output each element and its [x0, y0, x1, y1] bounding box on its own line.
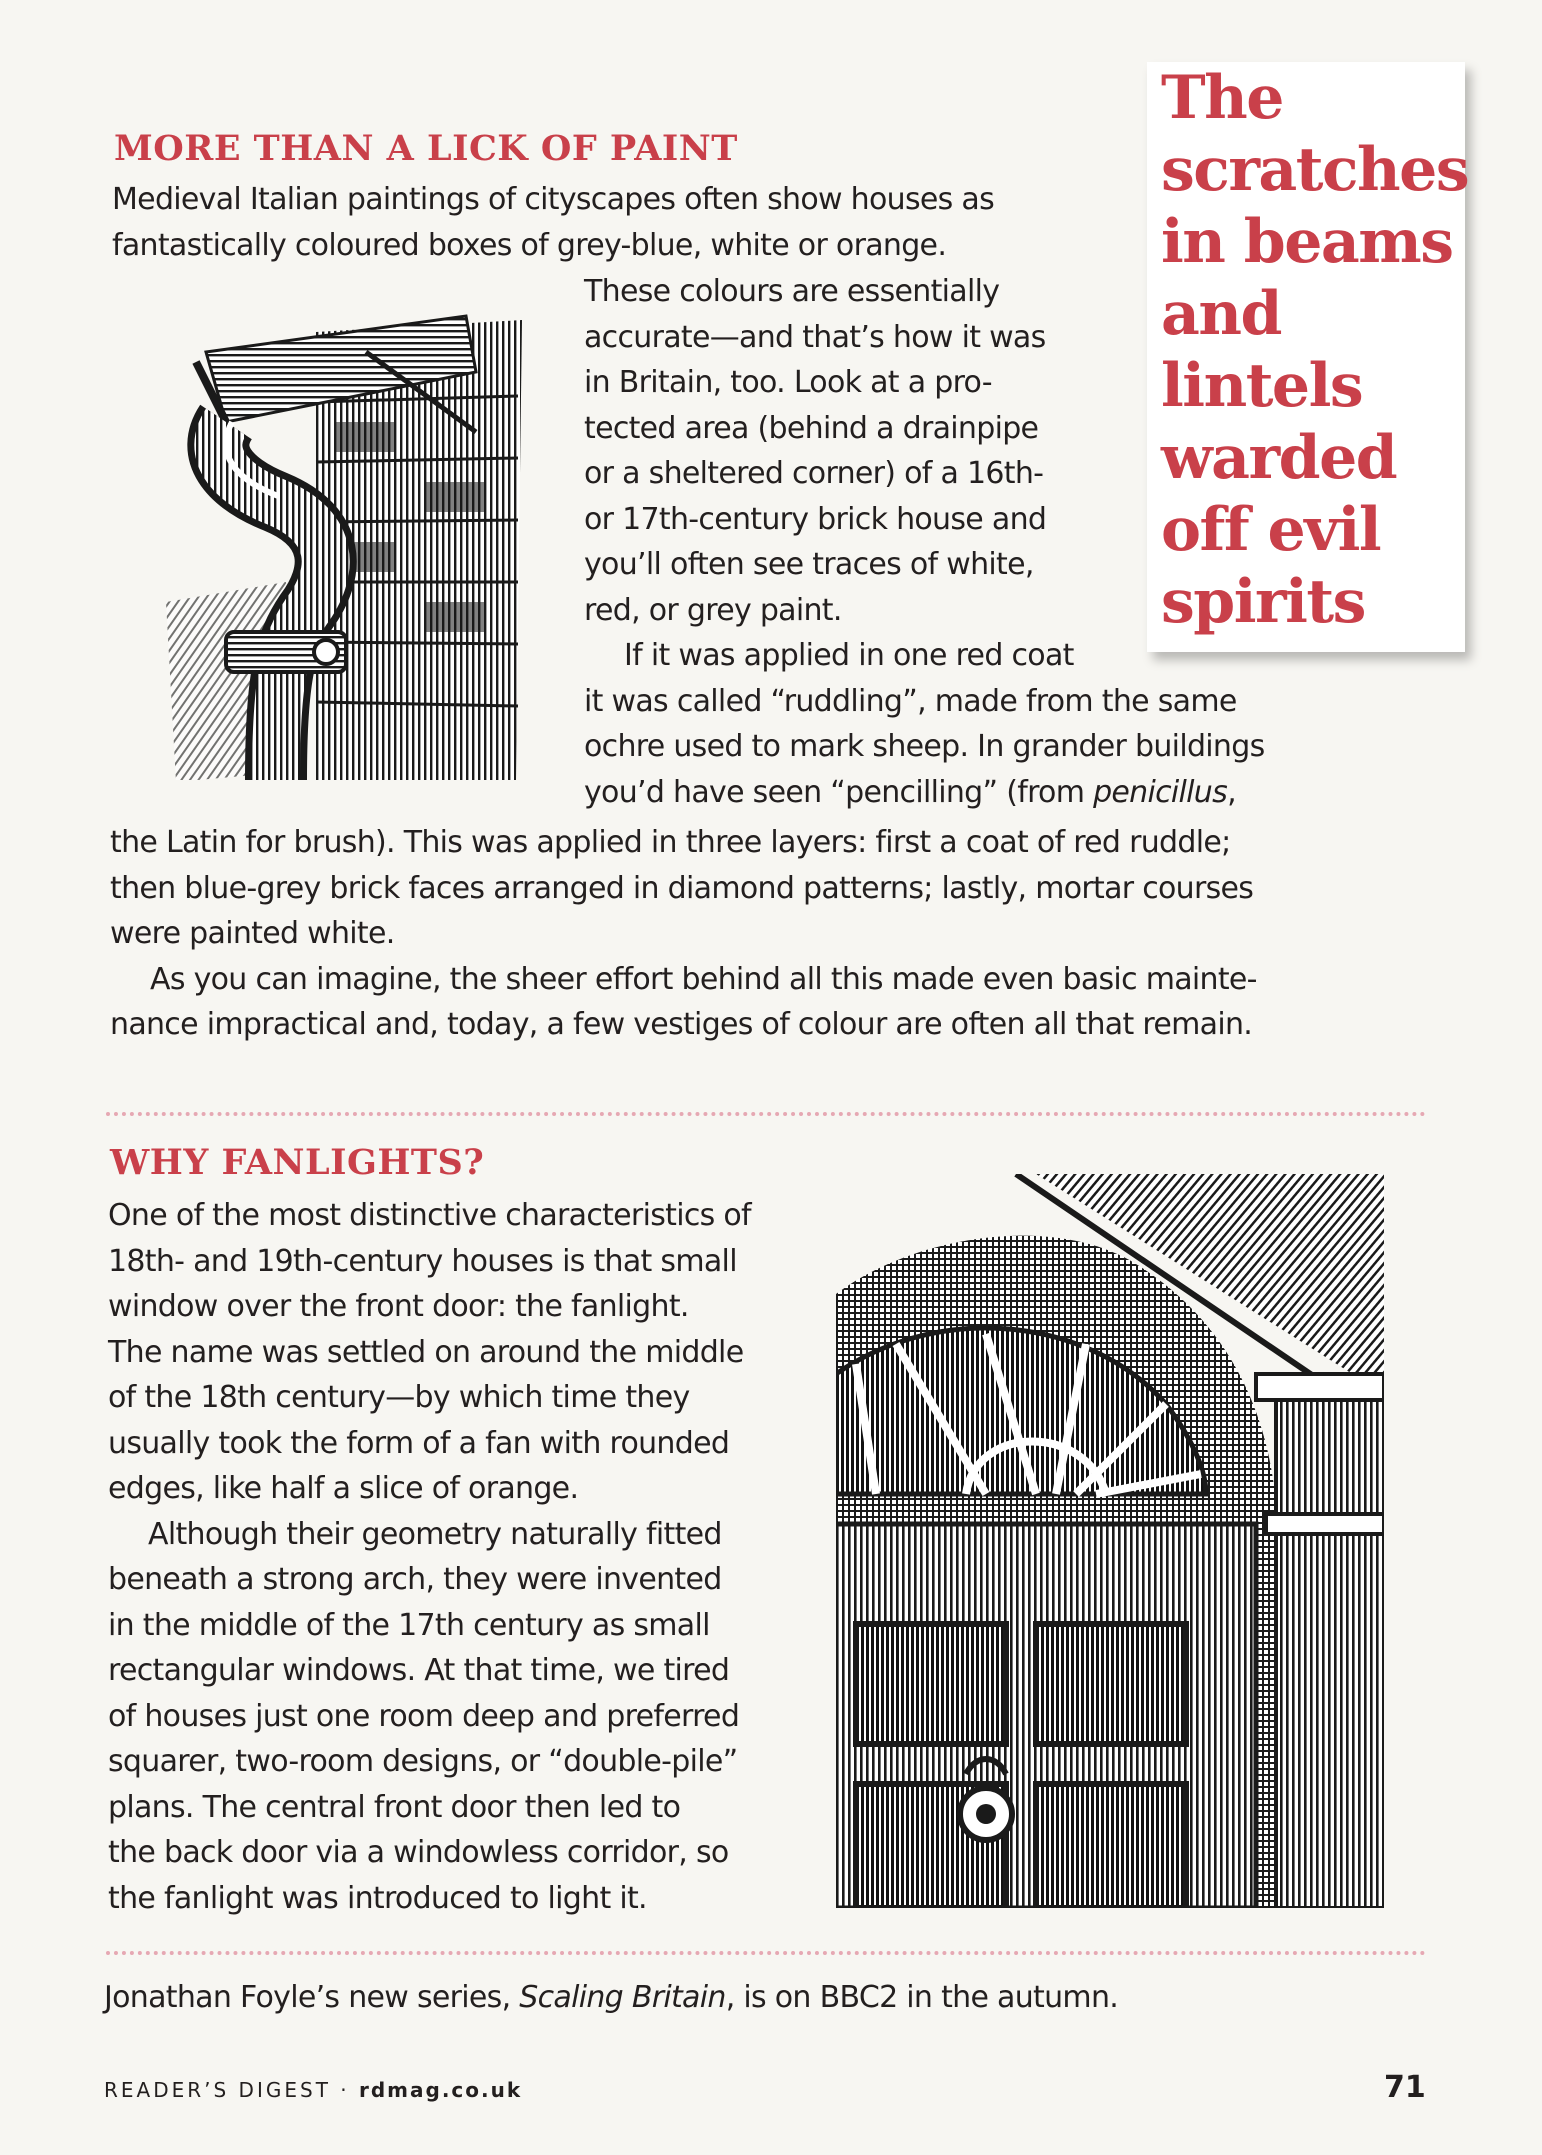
text-line: were painted white.	[110, 916, 395, 951]
text-line: red, or grey paint.	[584, 592, 842, 628]
pull-quote-line: lintels	[1161, 351, 1363, 421]
text-line: or 17th-century brick house and	[584, 501, 1047, 537]
credit-after: , is on BBC2 in the autumn.	[725, 1980, 1119, 2015]
text-line: in the middle of the 17th century as small	[108, 1607, 710, 1643]
text-line-with-italic	[584, 770, 1265, 816]
text-line: of houses just one room deep and preferred	[108, 1698, 740, 1734]
section-heading-fanlights: WHY FANLIGHTS?	[110, 1142, 485, 1183]
pull-quote-line: off evil	[1161, 495, 1381, 565]
credit-text	[104, 1975, 1118, 2021]
drainpipe-illustration	[166, 312, 522, 780]
pull-quote-line: The	[1161, 63, 1283, 133]
text-line: ochre used to mark sheep. In grander buildings	[584, 729, 1265, 764]
text-line: As you can imagine, the sheer effort behind all this made even basic mainte-	[150, 961, 1257, 997]
text-line: Medieval Italian paintings of cityscapes often show houses as	[112, 182, 995, 217]
text-line: tected area (behind a drainpipe	[584, 410, 1039, 446]
text-segment: you’d have seen “pencilling” (from	[584, 774, 1094, 810]
text-line: of the 18th century—by which time they	[108, 1380, 690, 1415]
text-line: then blue-grey brick faces arranged in diamond patterns; lastly, mortar courses	[110, 870, 1254, 906]
credit-before: Jonathan Foyle’s new series,	[104, 1980, 520, 2015]
text-line: 18th- and 19th-century houses is that small	[108, 1243, 737, 1279]
text-line: accurate—and that’s how it was	[584, 319, 1046, 355]
text-line: One of the most distinctive characteristics of	[108, 1198, 751, 1233]
dotted-divider	[106, 1112, 1426, 1116]
pull-quote	[1147, 62, 1469, 652]
fanlight-paragraph-1	[108, 1193, 751, 1921]
pull-quote-line: spirits	[1161, 567, 1365, 637]
text-line: the back door via a windowless corridor, so	[108, 1835, 729, 1870]
text-segment: ,	[1227, 774, 1236, 810]
footer-url: rdmag.co.uk	[358, 2078, 523, 2102]
text-line: you’ll often see traces of white,	[584, 547, 1034, 582]
text-line: it was called “ruddling”, made from the same	[584, 683, 1237, 719]
text-line: nance impractical and, today, a few vestiges of colour are often all that remain.	[110, 1007, 1253, 1042]
footer-magazine: READER’S DIGEST ·	[104, 2078, 359, 2102]
text-line: usually took the form of a fan with rounded	[108, 1425, 730, 1461]
text-line: plans. The central front door then led to	[108, 1789, 681, 1825]
text-line: rectangular windows. At that time, we tired	[108, 1653, 730, 1688]
text-line: These colours are essentially	[584, 274, 1000, 309]
page-number: 71	[1384, 2070, 1426, 2105]
text-line: fantastically coloured boxes of grey-blue, white or orange.	[112, 227, 947, 263]
text-line: window over the front door: the fanlight.	[108, 1289, 689, 1324]
text-line: in Britain, too. Look at a pro-	[584, 365, 992, 400]
pull-quote-line: scratches	[1161, 135, 1469, 205]
text-line: If it was applied in one red coat	[624, 638, 1074, 673]
text-line: squarer, two-room designs, or “double-pile”	[108, 1744, 738, 1779]
text-line: The name was settled on around the middle	[108, 1334, 744, 1370]
paint-paragraph-full	[110, 820, 1257, 1048]
text-line: the Latin for brush). This was applied in three layers: first a coat of red ruddle;	[110, 825, 1231, 860]
pull-quote-line: warded	[1161, 423, 1397, 493]
pull-quote-line: in beams	[1161, 207, 1453, 277]
text-line: or a sheltered corner) of a 16th-	[584, 456, 1044, 491]
credit-line	[104, 1975, 1118, 2021]
text-line: Although their geometry naturally fitted	[148, 1516, 722, 1552]
text-line: beneath a strong arch, they were invented	[108, 1562, 722, 1597]
paint-paragraph-intro	[112, 177, 994, 268]
italic-word: penicillus	[1093, 774, 1228, 810]
section-heading-paint: MORE THAN A LICK OF PAINT	[114, 128, 738, 169]
dotted-divider	[106, 1951, 1426, 1955]
fanlight-door-icon	[836, 1174, 1384, 1908]
series-title: Scaling Britain	[519, 1980, 726, 2015]
drainpipe-icon	[166, 312, 522, 780]
pull-quote-line: and	[1161, 279, 1281, 349]
text-line: the fanlight was introduced to light it.	[108, 1880, 647, 1916]
fanlight-door-illustration	[836, 1174, 1384, 1908]
footer-brand	[104, 2078, 522, 2102]
text-line: edges, like half a slice of orange.	[108, 1471, 579, 1506]
